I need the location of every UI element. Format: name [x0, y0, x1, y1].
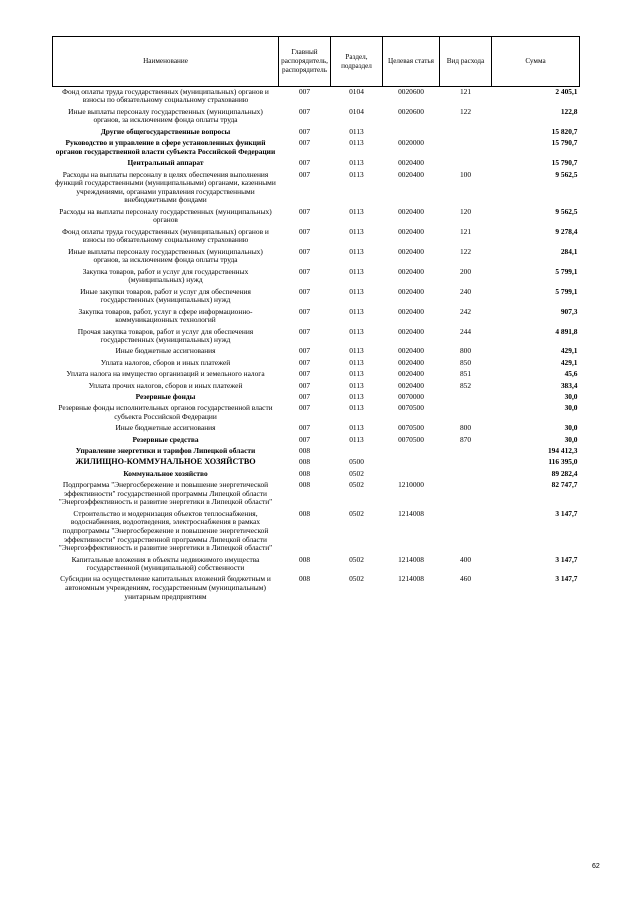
cell-section: 0113 [349, 326, 364, 336]
cell-admin: 007 [298, 158, 311, 168]
cell-target: 0070500 [398, 423, 424, 433]
cell-target: 0020400 [398, 158, 424, 168]
cell-target [383, 458, 440, 469]
cell-admin: 007 [298, 226, 311, 236]
budget-sheet [52, 36, 579, 603]
cell-target: 0070500 [398, 434, 424, 444]
table-row [53, 423, 580, 434]
cell-name: Уплата налога на имущество организаций и земельного налога [66, 369, 265, 379]
cell-expense: 800 [459, 346, 472, 356]
cell-admin: 007 [298, 169, 311, 179]
cell-section: 0113 [349, 306, 364, 316]
cell-admin: 008 [298, 468, 311, 478]
cell-admin: 007 [298, 357, 311, 367]
cell-admin: 008 [298, 480, 311, 490]
cell-target: 0020400 [398, 206, 424, 216]
cell-target: 0020400 [398, 326, 424, 336]
table-row [53, 327, 580, 347]
table-row [53, 392, 580, 403]
cell-expense [440, 469, 492, 480]
cell-target: 0020600 [398, 86, 424, 96]
cell-admin: 008 [298, 457, 311, 467]
cell-section: 0113 [349, 206, 364, 216]
cell-section: 0113 [349, 357, 364, 367]
cell-name: Иные выплаты персоналу государственных (муниципальных) органов, за исключением фонда оплаты труда [68, 246, 263, 265]
cell-section [331, 446, 383, 457]
cell-admin: 007 [298, 380, 311, 390]
cell-expense: 242 [459, 306, 472, 316]
cell-amount: 15 790,7 [551, 138, 578, 148]
cell-amount: 9 562,5 [555, 169, 578, 179]
cell-section: 0502 [349, 508, 364, 518]
cell-admin: 007 [298, 106, 311, 116]
cell-expense [440, 403, 492, 423]
cell-section: 0113 [349, 226, 364, 236]
cell-target: 1214008 [398, 554, 424, 564]
cell-expense: 851 [459, 369, 472, 379]
table-row [53, 287, 580, 307]
cell-target [383, 127, 440, 138]
cell-name: Фонд оплаты труда государственных (муниципальных) органов и взносы по обязательному социальному страхованию [62, 86, 269, 105]
cell-target: 0020400 [398, 369, 424, 379]
header-name: Наименование [53, 37, 279, 87]
header-amount: Сумма [492, 37, 580, 87]
cell-expense: 240 [459, 286, 472, 296]
cell-amount: 3 147,7 [555, 574, 578, 584]
cell-name: Закупка товаров, работ и услуг для государственных (муниципальных) нужд [82, 266, 249, 285]
cell-name: Иные выплаты персоналу государственных (муниципальных) органов, за исключением фонда оплаты труда [68, 106, 263, 125]
cell-admin: 007 [298, 391, 311, 401]
cell-name: Центральный аппарат [127, 158, 204, 168]
cell-expense: 460 [459, 574, 472, 584]
cell-name: Руководство и управление в сфере установленных функций органов государственной власти субъекта Российской Федерации [55, 138, 276, 156]
cell-expense: 850 [459, 357, 472, 367]
cell-amount: 116 395,0 [548, 457, 578, 467]
cell-expense: 870 [459, 434, 472, 444]
cell-expense [440, 138, 492, 158]
table-row [53, 107, 580, 127]
cell-target: 0020400 [398, 246, 424, 256]
cell-name: Уплата налогов, сборов и иных платежей [100, 357, 231, 367]
table-row [53, 369, 580, 380]
cell-section: 0113 [349, 158, 364, 168]
cell-expense: 121 [459, 226, 472, 236]
cell-section: 0113 [349, 391, 364, 401]
cell-expense [440, 458, 492, 469]
cell-target: 1210000 [398, 480, 424, 490]
cell-name: Резервные средства [132, 434, 199, 444]
cell-section: 0113 [349, 246, 364, 256]
cell-admin: 007 [298, 326, 311, 336]
cell-expense [440, 480, 492, 509]
header-target: Целевая статья [383, 37, 440, 87]
cell-expense: 121 [459, 86, 472, 96]
cell-section: 0113 [349, 286, 364, 296]
table-row [53, 207, 580, 227]
cell-amount: 15 820,7 [551, 126, 578, 136]
cell-target: 0020400 [398, 286, 424, 296]
cell-admin: 008 [298, 446, 311, 456]
cell-admin: 007 [298, 306, 311, 316]
cell-section: 0113 [349, 434, 364, 444]
cell-expense [440, 509, 492, 555]
table-row [53, 267, 580, 287]
header-section: Раздел, подраздел [331, 37, 383, 87]
cell-admin: 007 [298, 246, 311, 256]
cell-admin: 007 [298, 423, 311, 433]
cell-expense: 100 [459, 169, 472, 179]
cell-expense: 122 [459, 246, 472, 256]
cell-amount: 429,1 [560, 357, 578, 367]
cell-name: Фонд оплаты труда государственных (муниципальных) органов и взносы по обязательному социальному страхованию [62, 226, 269, 245]
cell-amount: 30,0 [564, 434, 578, 444]
cell-amount: 122,8 [560, 106, 578, 116]
cell-name: Капитальные вложения в объекты недвижимого имущества государственной (муниципальной) собственности [71, 554, 260, 573]
cell-name: Расходы на выплаты персоналу в целях обеспечения выполнения функций государственными (муниципальными) органами, казенными учреждениями, органами управления государственными внебюджетными фондами [55, 169, 276, 205]
cell-amount: 30,0 [564, 423, 578, 433]
cell-amount: 4 891,8 [555, 326, 578, 336]
cell-target: 0020400 [398, 226, 424, 236]
cell-name: Резервные фонды исполнительных органов государственной власти субъекта Российской Федерации [58, 403, 273, 421]
cell-admin: 007 [298, 403, 311, 413]
table-row [53, 555, 580, 575]
table-row [53, 158, 580, 169]
cell-section: 0502 [349, 574, 364, 584]
cell-target: 0020400 [398, 346, 424, 356]
cell-section: 0113 [349, 380, 364, 390]
table-row [53, 87, 580, 107]
cell-name: Иные бюджетные ассигнования [115, 423, 216, 433]
cell-amount: 5 799,1 [555, 266, 578, 276]
cell-admin: 007 [298, 369, 311, 379]
cell-name: Субсидии на осуществление капитальных вложений бюджетным и автономным учреждениям, государственным (муниципальным) унитарным предприятиям [60, 574, 271, 601]
cell-amount: 284,1 [560, 246, 578, 256]
cell-admin: 007 [298, 286, 311, 296]
cell-amount: 3 147,7 [555, 508, 578, 518]
cell-name: Коммунальное хозяйство [123, 468, 208, 478]
cell-target: 0020400 [398, 169, 424, 179]
cell-amount: 30,0 [564, 403, 578, 413]
cell-name: Закупка товаров, работ, услуг в сфере информационно-коммуникационных технологий [78, 306, 253, 325]
cell-name: Прочая закупка товаров, работ и услуг для обеспечения государственных (муниципальных) нужд [77, 326, 254, 345]
cell-amount: 3 147,7 [555, 554, 578, 564]
cell-admin: 008 [298, 554, 311, 564]
table-row [53, 358, 580, 369]
cell-amount: 82 747,7 [551, 480, 578, 490]
table-row [53, 227, 580, 247]
cell-target: 0020600 [398, 106, 424, 116]
cell-name: Управление энергетики и тарифов Липецкой области [75, 446, 256, 456]
cell-amount: 383,4 [560, 380, 578, 390]
cell-name: Иные закупки товаров, работ и услуг для обеспечения государственных (муниципальных) нужд [80, 286, 251, 305]
cell-amount: 9 562,5 [555, 206, 578, 216]
cell-admin: 007 [298, 434, 311, 444]
page-number: 62 [592, 863, 600, 870]
cell-amount: 9 278,4 [555, 226, 578, 236]
cell-name: ЖИЛИЩНО-КОММУНАЛЬНОЕ ХОЗЯЙСТВО [75, 457, 256, 467]
cell-section: 0113 [349, 266, 364, 276]
table-row [53, 469, 580, 480]
table-row [53, 480, 580, 509]
table-row [53, 509, 580, 555]
cell-amount: 907,3 [560, 306, 578, 316]
cell-name: Строительство и модернизация объектов теплоснабжения, водоснабжения, водоотведения, электроснабжения в рамках подпрограммы "Энергосбережение и повышение энергетической эффективности" государственной программы Липецкой области "Энергоэффективность и развитие энергетики в Липецкой области" [58, 508, 273, 553]
table-row [53, 127, 580, 138]
cell-expense: 852 [459, 380, 472, 390]
cell-section: 0113 [349, 369, 364, 379]
cell-section: 0104 [349, 106, 364, 116]
table-row [53, 458, 580, 469]
cell-admin: 007 [298, 138, 311, 148]
cell-amount: 30,0 [564, 391, 578, 401]
budget-table [52, 36, 580, 603]
cell-name: Другие общегосударственные вопросы [100, 126, 231, 136]
cell-section: 0502 [349, 468, 364, 478]
cell-expense: 122 [459, 106, 472, 116]
cell-section: 0502 [349, 480, 364, 490]
cell-name: Иные бюджетные ассигнования [115, 346, 216, 356]
cell-name: Расходы на выплаты персоналу государственных (муниципальных) органов [59, 206, 272, 225]
cell-amount: 45,6 [564, 369, 578, 379]
cell-amount: 2 405,1 [555, 86, 578, 96]
table-row [53, 435, 580, 446]
cell-target: 0070000 [398, 391, 424, 401]
table-row [53, 403, 580, 423]
cell-target: 0070500 [398, 403, 424, 413]
cell-expense [440, 127, 492, 138]
cell-admin: 007 [298, 86, 311, 96]
table-row [53, 575, 580, 604]
cell-amount: 5 799,1 [555, 286, 578, 296]
table-row [53, 381, 580, 392]
cell-target: 0020400 [398, 357, 424, 367]
cell-expense: 800 [459, 423, 472, 433]
cell-target [383, 469, 440, 480]
cell-expense [440, 392, 492, 403]
cell-amount: 194 412,3 [547, 446, 578, 456]
header-admin: Главный распорядитель, распорядитель [279, 37, 331, 87]
cell-section: 0104 [349, 86, 364, 96]
cell-expense [440, 446, 492, 457]
cell-target: 1214008 [398, 508, 424, 518]
cell-target: 1214008 [398, 574, 424, 584]
table-row [53, 347, 580, 358]
cell-expense: 120 [459, 206, 472, 216]
cell-target [383, 446, 440, 457]
header-expense: Вид расхода [440, 37, 492, 87]
cell-target: 0020400 [398, 266, 424, 276]
cell-name: Резервные фонды [135, 391, 196, 401]
table-row [53, 446, 580, 457]
cell-admin: 007 [298, 346, 311, 356]
cell-name: Уплата прочих налогов, сборов и иных платежей [88, 380, 243, 390]
cell-section: 0113 [349, 138, 364, 148]
cell-section: 0502 [349, 554, 364, 564]
cell-section: 0113 [349, 346, 364, 356]
cell-target: 0020400 [398, 306, 424, 316]
table-row [53, 170, 580, 207]
cell-section: 0113 [349, 169, 364, 179]
cell-target: 0020400 [398, 380, 424, 390]
table-row [53, 247, 580, 267]
cell-target: 0020000 [398, 138, 424, 148]
cell-amount: 89 282,4 [551, 468, 578, 478]
cell-amount: 15 790,7 [551, 158, 578, 168]
table-header-row [53, 37, 580, 87]
cell-admin: 007 [298, 126, 311, 136]
cell-name: Подпрограмма "Энергосбережение и повышение энергетической эффективности" государственной программы Липецкой области "Энергоэффективность и развитие энергетики в Липецкой области" [58, 480, 273, 507]
cell-section: 0113 [349, 403, 364, 413]
cell-amount: 429,1 [560, 346, 578, 356]
cell-section: 0113 [349, 423, 364, 433]
cell-expense: 400 [459, 554, 472, 564]
cell-expense [440, 158, 492, 169]
cell-section: 0500 [349, 457, 364, 467]
cell-expense: 200 [459, 266, 472, 276]
cell-admin: 008 [298, 508, 311, 518]
cell-admin: 008 [298, 574, 311, 584]
cell-admin: 007 [298, 206, 311, 216]
table-body [53, 87, 580, 604]
table-row [53, 138, 580, 158]
table-row [53, 307, 580, 327]
cell-expense: 244 [459, 326, 472, 336]
cell-admin: 007 [298, 266, 311, 276]
cell-section: 0113 [349, 126, 364, 136]
